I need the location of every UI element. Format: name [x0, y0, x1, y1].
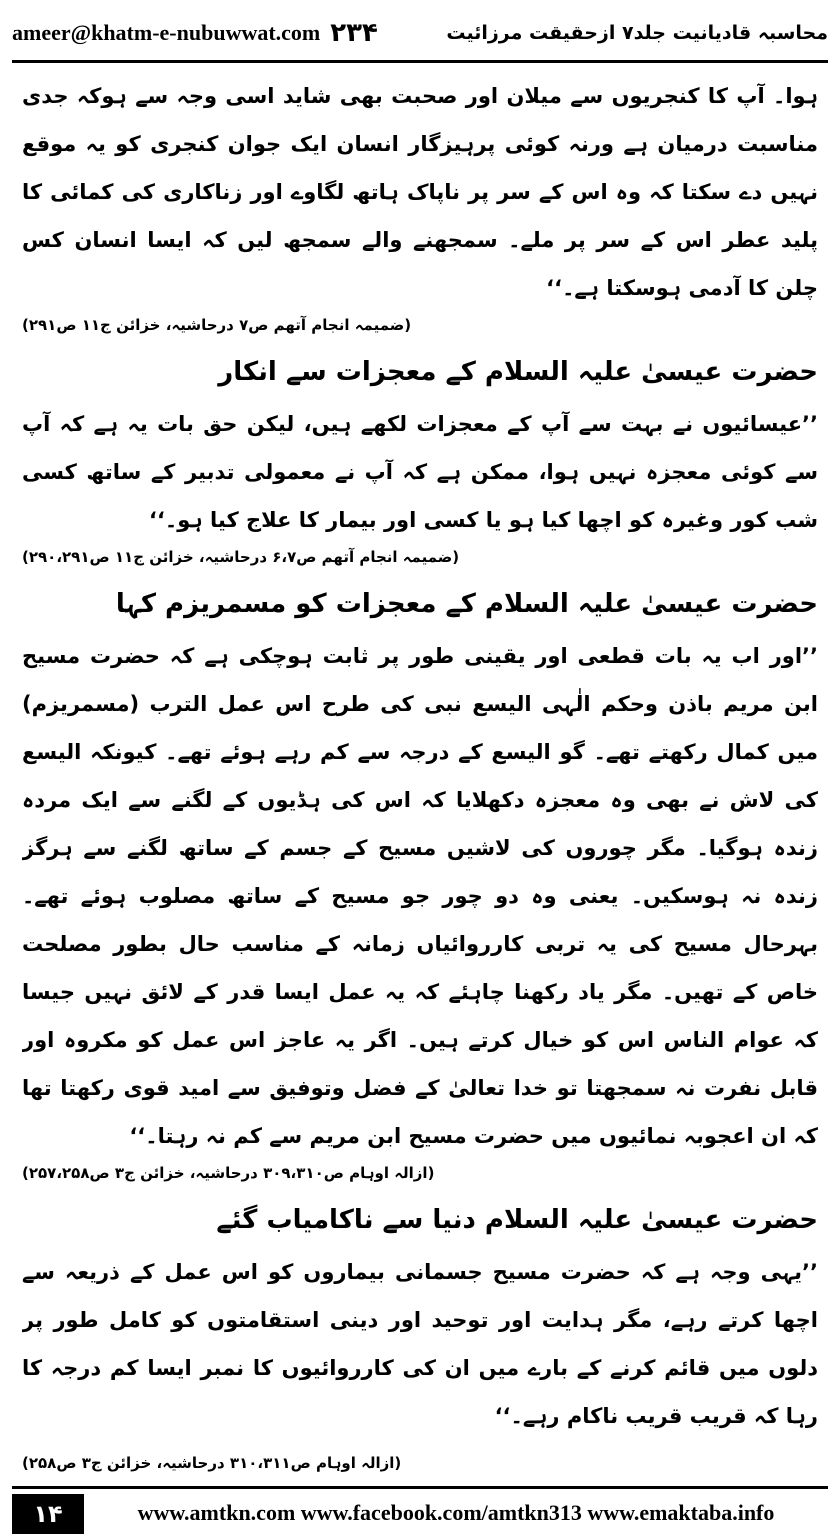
- header-email: ameer@khatm-e-nubuwwat.com: [12, 20, 321, 45]
- page-footer: [12, 1486, 828, 1537]
- running-title: محاسبہ قادیانیت جلد۷ ازحقیقت مرزائیت: [446, 22, 828, 44]
- reference-3: (ازالہ اوہام ص۳۰۹،۳۱۰ درحاشیہ، خزائن ج۳ ص۲۵۷،۲۵۸): [22, 1164, 435, 1182]
- section-heading-2: حضرت عیسیٰ علیہ السلام کے معجزات کو مسمریزم کہا: [115, 589, 818, 619]
- reference-4: (ازالہ اوہام ص۳۱۰،۳۱۱ درحاشیہ، خزائن ج۳ ص۲۵۸): [22, 1454, 402, 1472]
- header-rule: [12, 60, 828, 63]
- reference-2: (ضمیمہ انجام آتھم ص۶،۷ درحاشیہ، خزائن ج۱۱ ص۲۹۰،۲۹۱): [22, 548, 460, 566]
- header-page-number: ۲۳۴: [330, 18, 378, 48]
- paragraph-3: ’’اور اب یہ بات قطعی اور یقینی طور پر ثابت ہوچکی ہے کہ حضرت مسیح ابن مریم باذن وحکم الٰہی الیسع نبی کی طرح اس عمل الترب (مسمریزم) میں کمال رکھتے تھے۔ گو الیسع کے درجہ سے کم رہے ہوئے تھے۔ کیونکہ الیسع کی لاش نے بھی وہ معجزہ دکھلایا کہ اس کی ہڈیوں کے لگنے سے ایک مردہ زندہ ہوگیا۔ مگر چوروں کی لاشیں مسیح کے جسم کے ساتھ لگنے سے ہرگز زندہ نہ ہوسکیں۔ یعنی وہ دو چور جو مسیح کے ساتھ مصلوب ہوئے تھے۔ بہرحال مسیح کی یہ تربی کارروائیاں زمانہ کے مناسب حال بطور مصلحت خاص کے تھیں۔ مگر یاد رکھنا چاہئے کہ یہ عمل ایسا قدر کے لائق نہیں جیسا کہ عوام الناس اس کو خیال کرتے ہیں۔ اگر یہ عاجز اس عمل کو مکروہ اور قابل نفرت نہ سمجھتا تو خدا تعالیٰ کے فضل وتوفیق سے امید قوی رکھتا تھا کہ ان اعجوبہ نمائیوں میں حضرت مسیح ابن مریم سے کم نہ رہتا۔‘‘: [22, 644, 818, 1148]
- reference-1: (ضمیمہ انجام آتھم ص۷ درحاشیہ، خزائن ج۱۱ ص۲۹۱): [22, 316, 412, 334]
- paragraph-1: ہوا۔ آپ کا کنجریوں سے میلان اور صحبت بھی شاید اسی وجہ سے ہوکہ جدی مناسبت درمیان ہے ورنہ کوئی پرہیزگار انسان ایک جوان کنجری کو یہ موقع نہیں دے سکتا کہ وہ اس کے سر پر ناپاک ہاتھ لگاوے اور زناکاری کی کمائی کا پلید عطر اس کے سر پر ملے۔ سمجھنے والے سمجھ لیں کہ ایسا انسان کس چلن کا آدمی ہوسکتا ہے۔‘‘: [22, 84, 818, 300]
- section-heading-1: حضرت عیسیٰ علیہ السلام کے معجزات سے انکار: [218, 357, 818, 387]
- page-body: [22, 72, 818, 1472]
- footer-urls: www.amtkn.com www.facebook.com/amtkn313 www.emaktaba.info: [137, 1500, 775, 1525]
- folio-number: ۱۴: [12, 1494, 84, 1534]
- section-heading-3: حضرت عیسیٰ علیہ السلام دنیا سے ناکامیاب گئے: [216, 1205, 818, 1235]
- paragraph-4: ’’یہی وجہ ہے کہ حضرت مسیح جسمانی بیماروں کو اس عمل کے ذریعہ سے اچھا کرتے رہے، مگر ہدایت اور توحید اور دینی استقامتوں کو کامل طور پر دلوں میں قائم کرنے کے بارے میں ان کی کارروائیوں کا نمبر ایسا کم درجہ کا رہا کہ قریب قریب ناکام رہے۔‘‘: [22, 1260, 818, 1428]
- page-header: [12, 8, 828, 58]
- header-left: [12, 18, 378, 48]
- paragraph-2: ’’عیسائیوں نے بہت سے آپ کے معجزات لکھے ہیں، لیکن حق بات یہ ہے کہ آپ سے کوئی معجزہ نہیں ہوا، ممکن ہے کہ آپ نے معمولی تدبیر کے ساتھ کسی شب کور وغیرہ کو اچھا کیا ہو یا کسی اور بیمار کا علاج کیا ہو۔‘‘: [22, 412, 818, 532]
